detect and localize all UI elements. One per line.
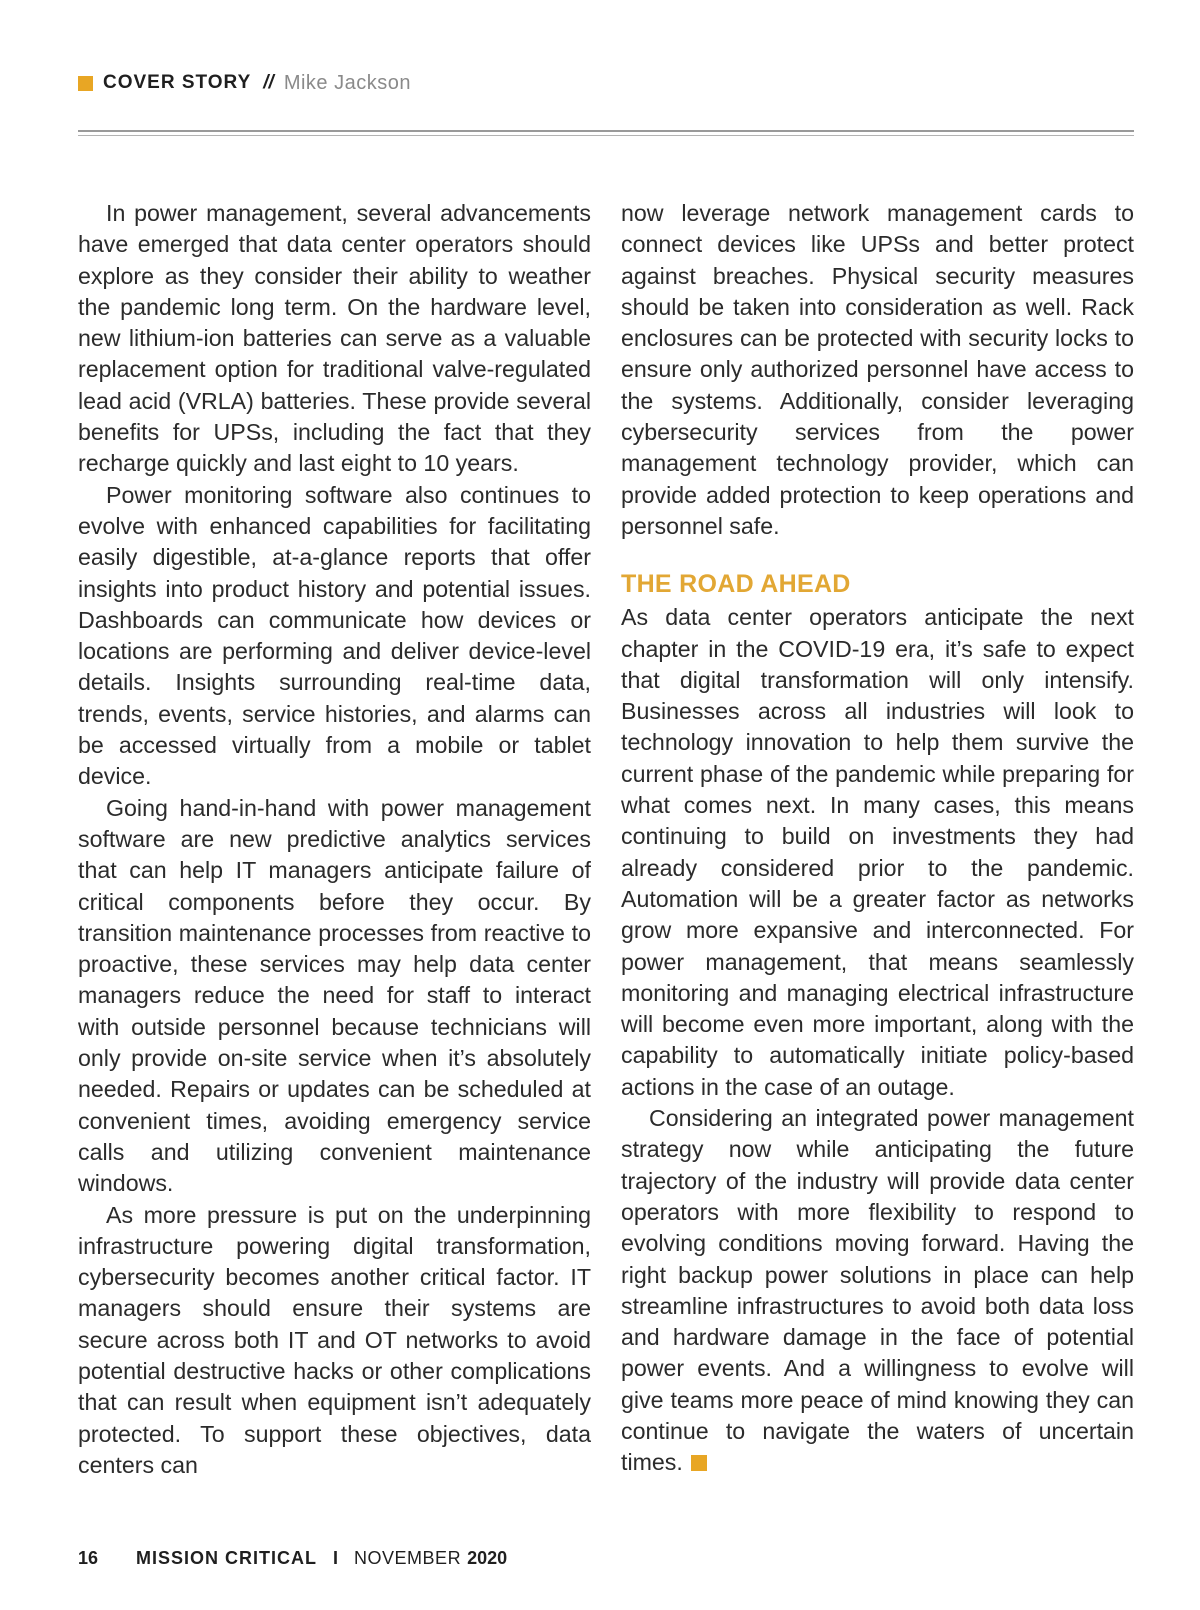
page-footer [78,1548,507,1569]
paragraph: As more pressure is put on the underpinning infrastructure powering digital transformation, cybersecurity becomes another critical factor. IT managers should ensure their systems are secure across both IT and OT networks to avoid potential destructive hacks or other complications that can result when equipment isn’t adequately protected. To support these objectives, data centers can [78,1201,591,1478]
paragraph: As data center operators anticipate the next chapter in the COVID-19 era, it’s safe to expect that digital transformation will only intensify. Businesses across all industries will look to technology innovation to help them survive the current phase of the pandemic while preparing for what comes next. In many cases, this means continuing to build on investments they had already considered prior to the pandemic. Automation will be a greater factor as networks grow more expansive and interconnected. For power management, that means seamlessly monitoring and managing electrical infrastructure will become even more important, along with the capability to automatically initiate policy-based actions in the case of an outage. [621,604,1134,1100]
paragraph: In power management, several advancements have emerged that data center operators should explore as they consider their ability to weather the pandemic long term. On the hardware level, new lithium-ion batteries can serve as a valuable replacement option for traditional valve-regulated lead acid (VRLA) batteries. These provide several benefits for UPSs, including the fact that they recharge quickly and last eight to 10 years. [78,200,591,477]
paragraph: Going hand-in-hand with power management software are new predictive analytics services that can help IT managers anticipate failure of critical components before they occur. By transition maintenance processes from reactive to proactive, these services may help data center managers reduce the need for staff to interact with outside personnel because technicians will only provide on-site service when it’s absolutely needed. Repairs or updates can be scheduled at convenient times, avoiding emergency service calls and utilizing convenient maintenance windows. [78,794,591,1197]
footer-divider: I [333,1548,339,1568]
paragraph-final-text: Considering an integrated power management strategy now while anticipating the future trajectory of the industry will provide data center operators with more flexibility to respond to evolving conditions moving forward. Having the right backup power solutions in place can help streamline infrastructures to avoid both data loss and hardware damage in the face of potential power events. And a willingness to evolve will give teams more peace of mind knowing they can continue to navigate the waters of uncertain times. [621,1105,1134,1476]
header-rule-top [78,130,1134,132]
paragraph-final [621,1103,1134,1479]
header-separator: // [263,72,274,93]
paragraph-continued: now leverage network management cards to connect devices like UPSs and better protect against breaches. Physical security measures should be taken into consideration as well. Rack enclosures can be protected with security locks to ensure only authorized personnel have access to the systems. Additionally, consider leveraging cybersecurity services from the power management technology provider, which can provide added protection to keep operations and personnel safe. [621,200,1134,539]
author-name: Mike Jackson [283,71,411,94]
article-column-right [621,198,1134,1479]
section-subheading: THE ROAD AHEAD [621,570,851,599]
magazine-name: MISSION CRITICAL [136,1548,318,1568]
paragraph: Power monitoring software also continues to evolve with enhanced capabilities for facilitating easily digestible, at-a-glance reports that offer insights into product history and potential issues. Dashboards can communicate how devices or locations are performing and deliver device-level details. Insights surrounding real-time data, trends, events, service histories, and alarms can be accessed virtually from a mobile or tablet device. [78,481,591,790]
end-of-story-square-icon [691,1455,707,1471]
page-header [78,68,411,98]
header-rule-bottom [78,135,1134,136]
section-marker-square-icon [78,76,93,91]
issue-year: 2020 [467,1548,508,1568]
article-column-left [78,198,591,1481]
section-label: COVER STORY [103,72,252,93]
issue-month: NOVEMBER [354,1548,462,1568]
page-number: 16 [78,1548,99,1568]
